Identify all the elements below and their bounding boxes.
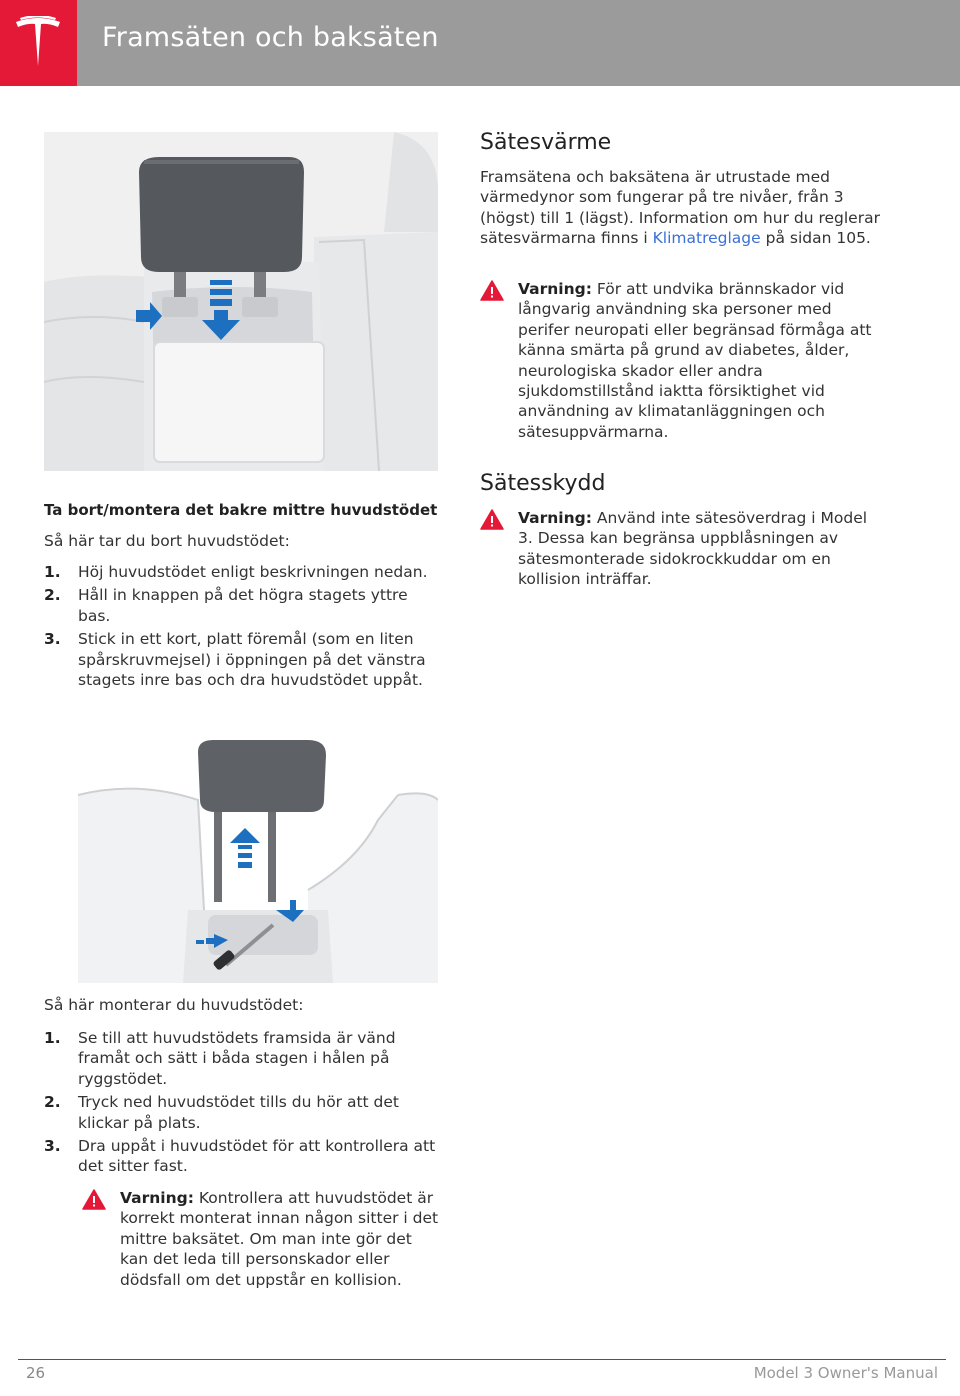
remove-intro-text: Så här tar du bort huvudstödet:	[44, 532, 290, 550]
list-item	[44, 585, 440, 626]
step-text: Stick in ett kort, platt föremål (som en liten spårskruvmejsel) i öppningen på det vänstra stagets inre bas och dra huvudstödet uppåt.	[78, 630, 426, 690]
warning-body: För att undvika brännskador vid långvarig användning ska personer med perifer neuropati eller begränsad förmåga att känna smärta på grund av diabetes, ålder, neurologiska skador eller andra sjukdomstillstånd iaktta försiktighet vid användning av klimatanläggningen och sätesuppvärmarna.	[518, 280, 872, 441]
list-item	[44, 1092, 440, 1133]
step-number: 2.	[44, 1093, 61, 1112]
warning-label: Varning:	[518, 509, 592, 527]
step-number: 2.	[44, 586, 61, 605]
climate-controls-link[interactable]: Klimatreglage	[652, 229, 761, 248]
warning-text-block	[518, 508, 878, 590]
warning-body: Använd inte sätesöverdrag i Model 3. Dessa kan begränsa uppblåsningen av sätesmonterade sidokrockkuddar om en kollision inträffar.	[518, 509, 868, 589]
remove-steps-list	[44, 562, 440, 693]
page-number: 26	[26, 1364, 46, 1382]
heating-paragraph	[480, 167, 880, 249]
manual-title: Model 3 Owner's Manual	[753, 1364, 938, 1382]
seat-cover-heading: Sätesskydd	[480, 471, 606, 496]
section-subheading: Ta bort/montera det bakre mittre huvudstödet	[44, 501, 438, 519]
heating-text-after: på sidan 105.	[760, 229, 871, 248]
warning-label: Varning:	[120, 1189, 194, 1207]
step-number: 1.	[44, 563, 61, 581]
list-item	[44, 1028, 440, 1089]
heating-text-before: Framsätena och baksätena är utrustade med värmedynor som fungerar på tre nivåer, från 3 (högst) till 1 (lägst). Information om hur du reglerar sätesvärmarna finns i	[480, 168, 880, 248]
page-title: Framsäten och baksäten	[102, 22, 439, 53]
headrest-removal-screwdriver-illustration	[78, 740, 438, 983]
step-text: Se till att huvudstödets framsida är vänd framåt och sätt i båda stagen i hålen på ryggstödet.	[78, 1029, 396, 1088]
warning-triangle-icon	[480, 280, 504, 301]
brand-logo-box	[0, 0, 77, 86]
warning-text-block	[518, 279, 878, 442]
step-text: Höj huvudstödet enligt beskrivningen nedan.	[78, 563, 428, 581]
mount-intro-text: Så här monterar du huvudstödet:	[44, 996, 304, 1014]
step-number: 3.	[44, 630, 61, 649]
warning-triangle-icon	[480, 509, 504, 530]
step-text: Tryck ned huvudstödet tills du hör att det klickar på plats.	[78, 1093, 400, 1132]
list-item	[44, 629, 440, 690]
step-number: 3.	[44, 1137, 61, 1156]
step-number: 1.	[44, 1029, 61, 1047]
rear-center-headrest-release-illustration	[44, 132, 438, 471]
warning-text-block	[120, 1188, 440, 1290]
list-item	[44, 562, 440, 582]
warning-body: Kontrollera att huvudstödet är korrekt monterat innan någon sitter i det mittre baksätet. Om man inte gör det kan det leda till personskador eller dödsfall om det uppstår en kollision.	[120, 1189, 439, 1289]
warning-triangle-icon	[82, 1189, 106, 1210]
tesla-logo-icon	[14, 16, 62, 68]
step-text: Håll in knappen på det högra stagets yttre bas.	[78, 586, 408, 625]
step-text: Dra uppåt i huvudstödet för att kontrollera att det sitter fast.	[78, 1137, 436, 1176]
heating-heading: Sätesvärme	[480, 130, 612, 155]
footer-divider	[18, 1359, 946, 1360]
mount-steps-list	[44, 1028, 440, 1180]
page-header	[0, 0, 960, 86]
list-item	[44, 1136, 440, 1177]
warning-label: Varning:	[518, 280, 592, 298]
